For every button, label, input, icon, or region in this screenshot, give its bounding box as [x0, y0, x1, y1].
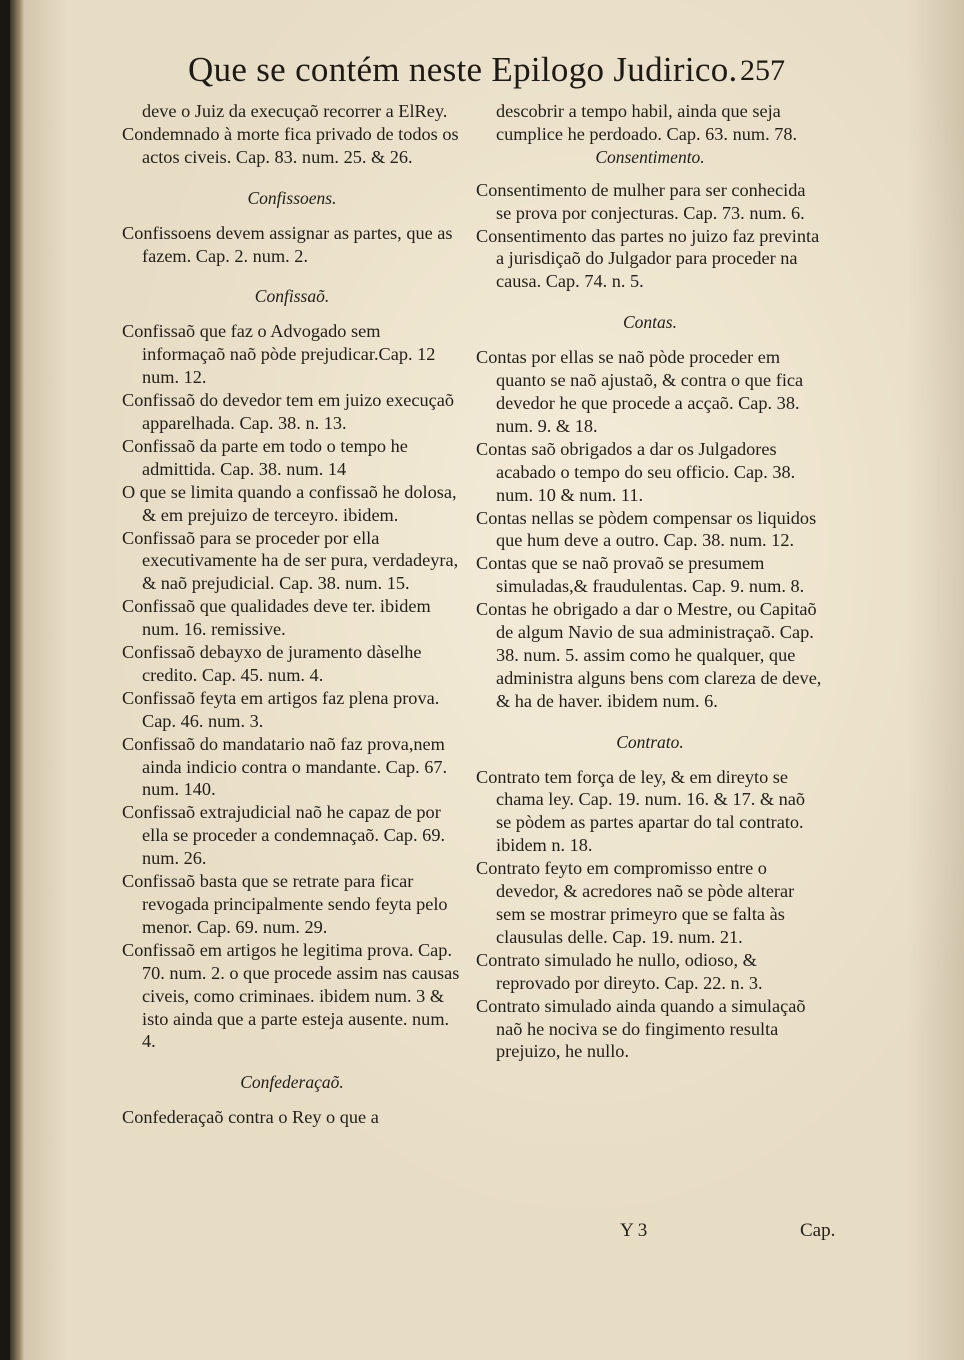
index-entry: Confissaõ extrajudicial naõ he capaz de por ella se proceder a condemnaçaõ. Cap. 69. num. 26. [122, 802, 446, 869]
running-header [188, 50, 838, 98]
book-page [10, 0, 964, 1360]
section-heading: Contas. [623, 312, 677, 333]
index-entry: Confissaõ que qualidades deve ter. ibidem num. 16. remissive. [122, 596, 431, 640]
catchword: Cap. [800, 1220, 836, 1241]
index-entry: Confederaçaõ contra o Rey o que a [122, 1107, 379, 1128]
index-entry: Contas que se naõ provaõ se presumem simuladas,& fraudulentas. Cap. 9. num. 8. [476, 553, 805, 597]
index-entry: Confissaõ basta que se retrate para ficar revogada principalmente sendo feyta pelo menor. Cap. 69. num. 29. [122, 871, 448, 937]
index-entry: Contrato simulado he nullo, odioso, & reprovado por direyto. Cap. 22. n. 3. [476, 949, 763, 993]
right-column [476, 100, 824, 1063]
index-entry-continued: descobrir a tempo habil, ainda que seja cumplice he perdoado. Cap. 63. num. 78. [496, 101, 798, 144]
section-heading: Consentimento. [595, 146, 705, 167]
index-entry: Confissaõ do mandatario naõ faz prova,nem ainda indicio contra o mandante. Cap. 67. num. 140. [122, 733, 448, 800]
index-entry: Confissaõ para se proceder por ella executivamente ha de ser pura, verdadeyra, & naõ prejudicial. Cap. 38. num. 15. [122, 527, 459, 594]
left-column [122, 100, 462, 1129]
index-entry: Contas he obrigado a dar o Mestre, ou Capitaõ de algum Navio de sua administraçaõ. Cap. 38. num. 5. assim como he qualquer, que administra alguns bens com clareza de deve, & ha de haver. ibidem num. 6. [476, 599, 822, 711]
index-entry: Confissaõ debayxo de juramento dàselhe credito. Cap. 45. num. 4. [122, 642, 422, 685]
index-entry: Contrato simulado ainda quando a simulaçaõ naõ he nociva se do fingimento resulta prejuizo, he nullo. [476, 995, 806, 1062]
signature-mark: Y 3 [620, 1220, 648, 1241]
section-heading: Confederaçaõ. [240, 1072, 344, 1093]
index-entry: Contas nellas se pòdem compensar os liquidos que hum deve a outro. Cap. 38. num. 12. [476, 507, 817, 551]
index-entry: Confissaõ em artigos he legitima prova. Cap. 70. num. 2. o que procede assim nas causas civeis, como criminaes. ibidem num. 3 & isto ainda que a parte esteja ausente. num. 4. [122, 939, 460, 1052]
index-entry: Contrato tem força de ley, & em direyto se chama ley. Cap. 19. num. 16. & 17. & naõ se pòdem as partes apartar do tal contrato. ibidem n. 18. [476, 766, 806, 856]
index-entry: Contas por ellas se naõ pòde proceder em quanto se naõ ajustaõ, & contra o que fica devedor he que procede a acçaõ. Cap. 38. num. 9. & 18. [476, 347, 804, 436]
index-entry: Consentimento das partes no juizo faz previnta a jurisdiçaõ do Julgador para proceder na causa. Cap. 74. n. 5. [476, 225, 820, 292]
index-entry: Confissaõ da parte em todo o tempo he admittida. Cap. 38. num. 14 [122, 435, 408, 479]
index-entry: Confissoens devem assignar as partes, que as fazem. Cap. 2. num. 2. [122, 222, 453, 266]
index-entry: Confissaõ feyta em artigos faz plena prova. Cap. 46. num. 3. [122, 687, 440, 731]
page-gutter [10, 0, 24, 1360]
index-entry: Confissaõ do devedor tem em juizo execuçaõ apparelhada. Cap. 38. n. 13. [122, 390, 454, 433]
section-heading: Contrato. [616, 731, 684, 752]
index-entry: Contrato feyto em compromisso entre o devedor, & acredores naõ se pòde alterar sem se mostrar primeyro que se falta às clausulas delle. Cap. 19. num. 21. [476, 858, 795, 947]
index-entry: O que se limita quando a confissaõ he dolosa, & em prejuizo de terceyro. ibidem. [122, 481, 457, 525]
index-entry-continued: deve o Juiz da execuçaõ recorrer a ElRey. [142, 101, 448, 121]
section-heading: Confissoens. [247, 187, 337, 208]
index-entry: Contas saõ obrigados a dar os Julgadores acabado o tempo do seu officio. Cap. 38. num. 10 & num. 11. [476, 438, 796, 505]
index-entry: Confissaõ que faz o Advogado sem informaçaõ naõ pòde prejudicar.Cap. 12 num. 12. [122, 321, 436, 388]
index-entry: Condemnado à morte fica privado de todos os actos civeis. Cap. 83. num. 25. & 26. [122, 123, 459, 167]
page-title: Que se contém neste Epilogo Judirico. [188, 50, 738, 89]
page-number: 257 [740, 54, 785, 87]
section-heading: Confissaõ. [254, 286, 330, 307]
index-entry: Consentimento de mulher para ser conhecida se prova por conjecturas. Cap. 73. num. 6. [476, 179, 806, 223]
